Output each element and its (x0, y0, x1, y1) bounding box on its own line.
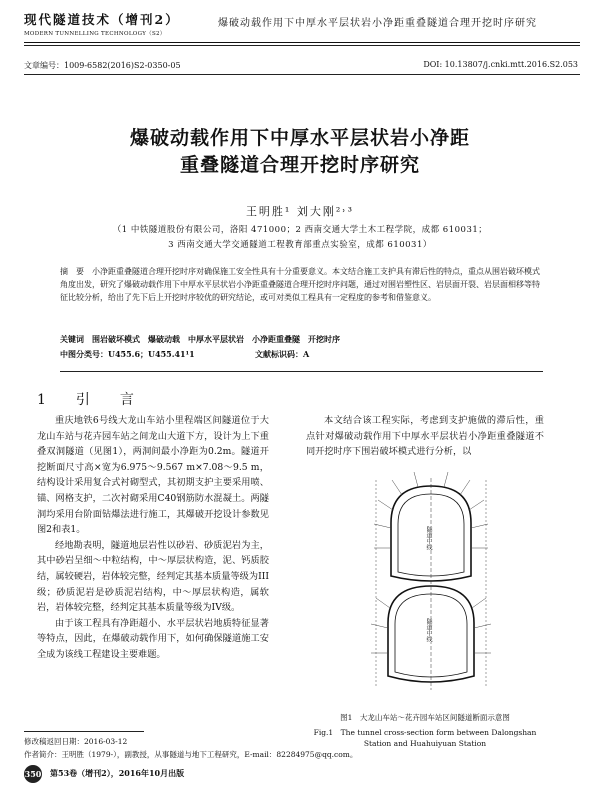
document-code: 文献标识码：A (255, 349, 310, 359)
body-left-column (37, 413, 269, 663)
page-number: 350 (24, 765, 42, 783)
article-number: 文章编号：1009-6582(2016)S2-0350-05 (24, 61, 181, 70)
affiliation-line2: 3 西南交通大学交通隧道工程教育部重点实验室，成都 610031） (168, 240, 432, 250)
running-title: 爆破动载作用下中厚水平层状岩小净距重叠隧道合理开挖时序研究 (218, 18, 537, 29)
paragraph: 本文结合该工程实际，考虑到支护施做的滞后性，重点针对爆破动载作用下中厚水平层状岩小净距重叠隧道不同开挖时序下围岩破坏模式进行分析，以 (306, 415, 544, 458)
doi[interactable]: DOI: 10.13807/j.cnki.mtt.2016.S2.053 (423, 60, 578, 69)
received-date: 修改稿返回日期：2016-03-12 (24, 737, 128, 746)
issue-info: 第53卷（增刊2），2016年10月出版 (50, 768, 185, 778)
tunnel-diagram (336, 468, 526, 696)
figure-caption-en: Fig.1 The tunnel cross-section form between Dalongshan Station and Huahuiyuan Station (313, 728, 537, 748)
abstract-rule (60, 371, 543, 372)
header-rule-thin (24, 45, 580, 46)
body-right-column (306, 413, 544, 460)
paragraph: 经地勘表明，隧道地层岩性以砂岩、砂质泥岩为主，其中砂岩呈细～中粒结构，中～厚层状构造，泥、钙质胶结，属较硬岩，岩体较完整，经判定其基本质量等级为III级；砂质泥岩是砂质泥岩结构，中～厚层状构造，属软岩，岩体较完整，经判定其基本质量等级为IV级。 (37, 539, 269, 614)
figure-label-lower: 隧道中线 (425, 618, 432, 642)
authors: 王明胜¹ 刘大刚²˒³ (245, 205, 355, 218)
paragraph: 重庆地铁6号线大龙山车站小里程端区间隧道位于大龙山车站与花卉园车站之间龙山大道下方，设计为上下重叠双洞隧道（见图1），两洞间最小净距为0.2m。隧道开挖断面尺寸高×宽为6.975～9.567 m×7.08～9.5 m，结构设计采用复合式衬砌型式，其初期支护主要采用喷、锚、网格支护，二次衬砌采用C40钢筋防水混凝土。两隧洞均采用台阶面钻爆法进行施工，其爆破开挖设计参数见图2和表1。 (37, 415, 269, 536)
paragraph: 由于该工程具有净距超小、水平层状岩地质特征显著等特点，因此，在爆破动载作用下，如何确保隧道施工安全成为该线工程建设主要难题。 (37, 617, 269, 660)
section-heading: 1 引 言 (37, 392, 142, 408)
abstract: 摘 要 小净距重叠隧道合理开挖时序对确保施工安全性具有十分重要意义。本文结合施工支护具有滞后性的特点，重点从围岩破坏模式角度出发，研究了爆破动载作用下中厚水平层状岩小净距重叠隧道合理开挖时序问题，通过对围岩塑性区、岩层面开裂、岩层面相移等特征比较分析，给出了先下后上开挖时序较优的研究结论，或可对类似工程具有一定程度的参考和借鉴意义。 (60, 267, 540, 302)
keywords: 关键词 围岩破坏模式 爆破动载 中厚水平层状岩 小净距重叠隧 开挖时序 (60, 334, 340, 344)
paper-title-line2: 重叠隧道合理开挖时序研究 (179, 154, 420, 176)
figure-caption-cn: 图1 大龙山车站～花卉园车站区间隧道断面示意图 (340, 713, 510, 722)
journal-title-cn: 现代隧道技术（增刊2） (24, 12, 180, 27)
paper-title-line1: 爆破动载作用下中厚水平层状岩小净距 (129, 127, 470, 149)
affiliation-line1: （1 中铁隧道股份有限公司，洛阳 471000；2 西南交通大学土木工程学院，成都 610031； (112, 225, 488, 235)
footnote-rule (24, 731, 144, 732)
meta-rule (24, 74, 580, 75)
figure-label-upper: 隧道中线 (425, 526, 432, 550)
header-rule (24, 42, 580, 43)
figure-tunnel-cross-section (336, 468, 526, 696)
author-bio: 作者简介：王明胜（1979-），副教授，从事隧道与地下工程研究，E-mail：82284975@qq.com。 (24, 750, 358, 759)
journal-title-en: MODERN TUNNELLING TECHNOLOGY（S2） (24, 31, 166, 37)
classification: 中图分类号：U455.6；U455.41¹1 (60, 349, 195, 359)
